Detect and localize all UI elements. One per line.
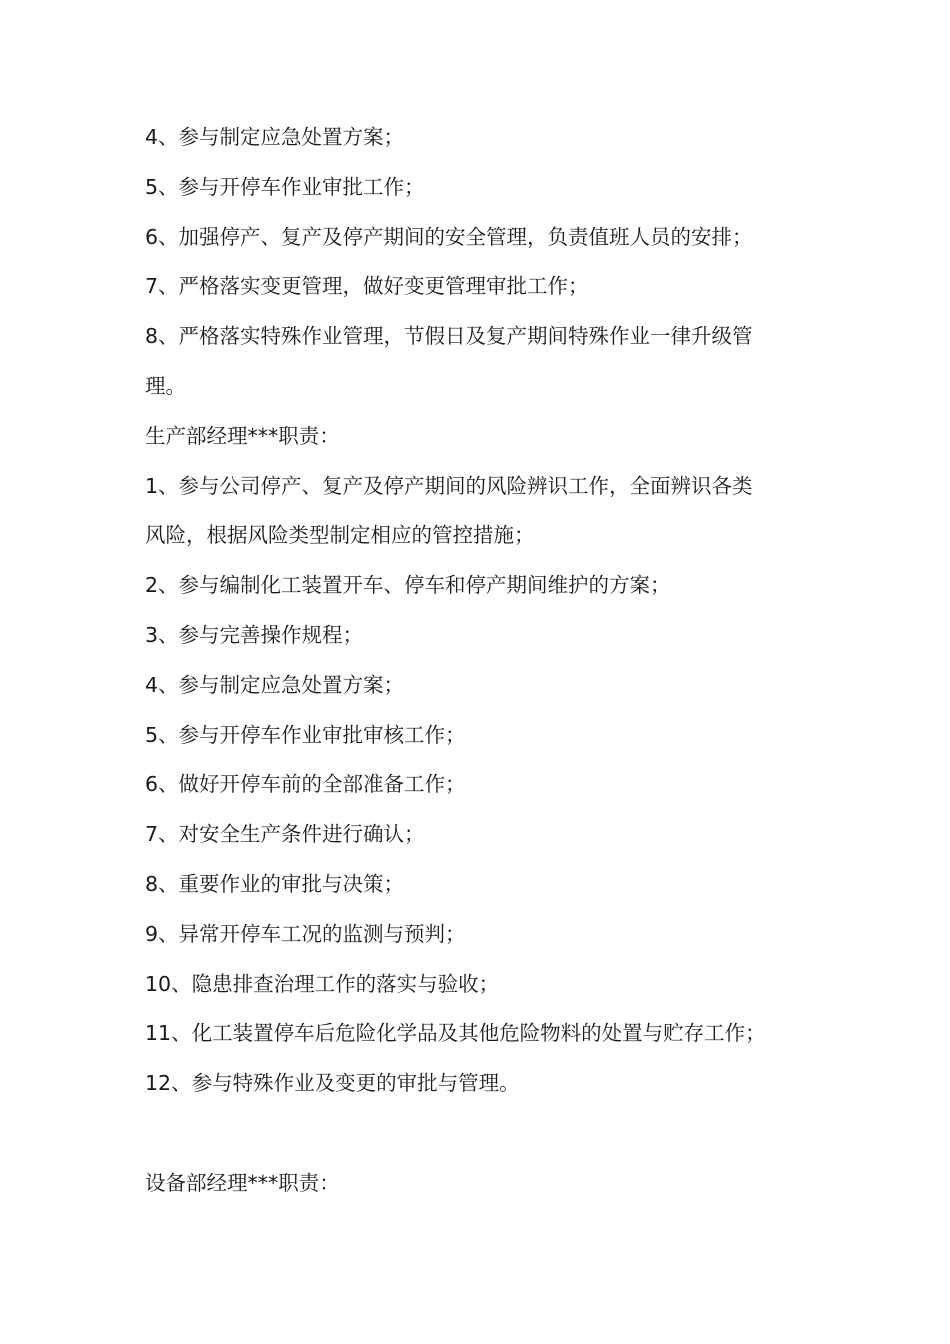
paragraph-line: 11、化工装置停车后危险化学品及其他危险物料的处置与贮存工作； [145, 1021, 766, 1046]
paragraph-line: 8、重要作业的审批与决策； [145, 871, 405, 896]
paragraph-line: 12、参与特殊作业及变更的审批与管理。 [145, 1071, 520, 1096]
paragraph-line: 1、参与公司停产、复产及停产期间的风险辨识工作，全面辨识各类 [145, 473, 753, 498]
section-heading-production: 生产部经理***职责： [145, 423, 340, 448]
paragraph-line: 9、异常开停车工况的监测与预判； [145, 921, 466, 946]
blank-line [145, 1109, 815, 1159]
paragraph-line: 4、参与制定应急处置方案； [145, 125, 405, 149]
paragraph-line: 7、严格落实变更管理，做好变更管理审批工作； [145, 274, 589, 299]
paragraph-line: 5、参与开停车作业审批审核工作； [145, 722, 466, 747]
paragraph-line: 6、加强停产、复产及停产期间的安全管理，负责值班人员的安排； [145, 224, 753, 249]
paragraph-line: 7、对安全生产条件进行确认； [145, 822, 425, 847]
document-body [145, 113, 815, 1209]
paragraph-line: 3、参与完善操作规程； [145, 622, 364, 647]
paragraph-line: 4、参与制定应急处置方案； [145, 672, 405, 697]
paragraph-line: 6、做好开停车前的全部准备工作； [145, 772, 466, 797]
paragraph-line: 风险，根据风险类型制定相应的管控措施； [145, 523, 535, 548]
paragraph-line: 5、参与开停车作业审批工作； [145, 174, 425, 199]
section-heading-equipment: 设备部经理***职责： [145, 1170, 340, 1195]
paragraph-line: 8、严格落实特殊作业管理，节假日及复产期间特殊作业一律升级管 [145, 324, 753, 349]
paragraph-line: 10、隐患排查治理工作的落实与验收； [145, 971, 500, 996]
paragraph-line: 2、参与编制化工装置开车、停车和停产期间维护的方案； [145, 573, 671, 598]
paragraph-line: 理。 [145, 373, 186, 398]
